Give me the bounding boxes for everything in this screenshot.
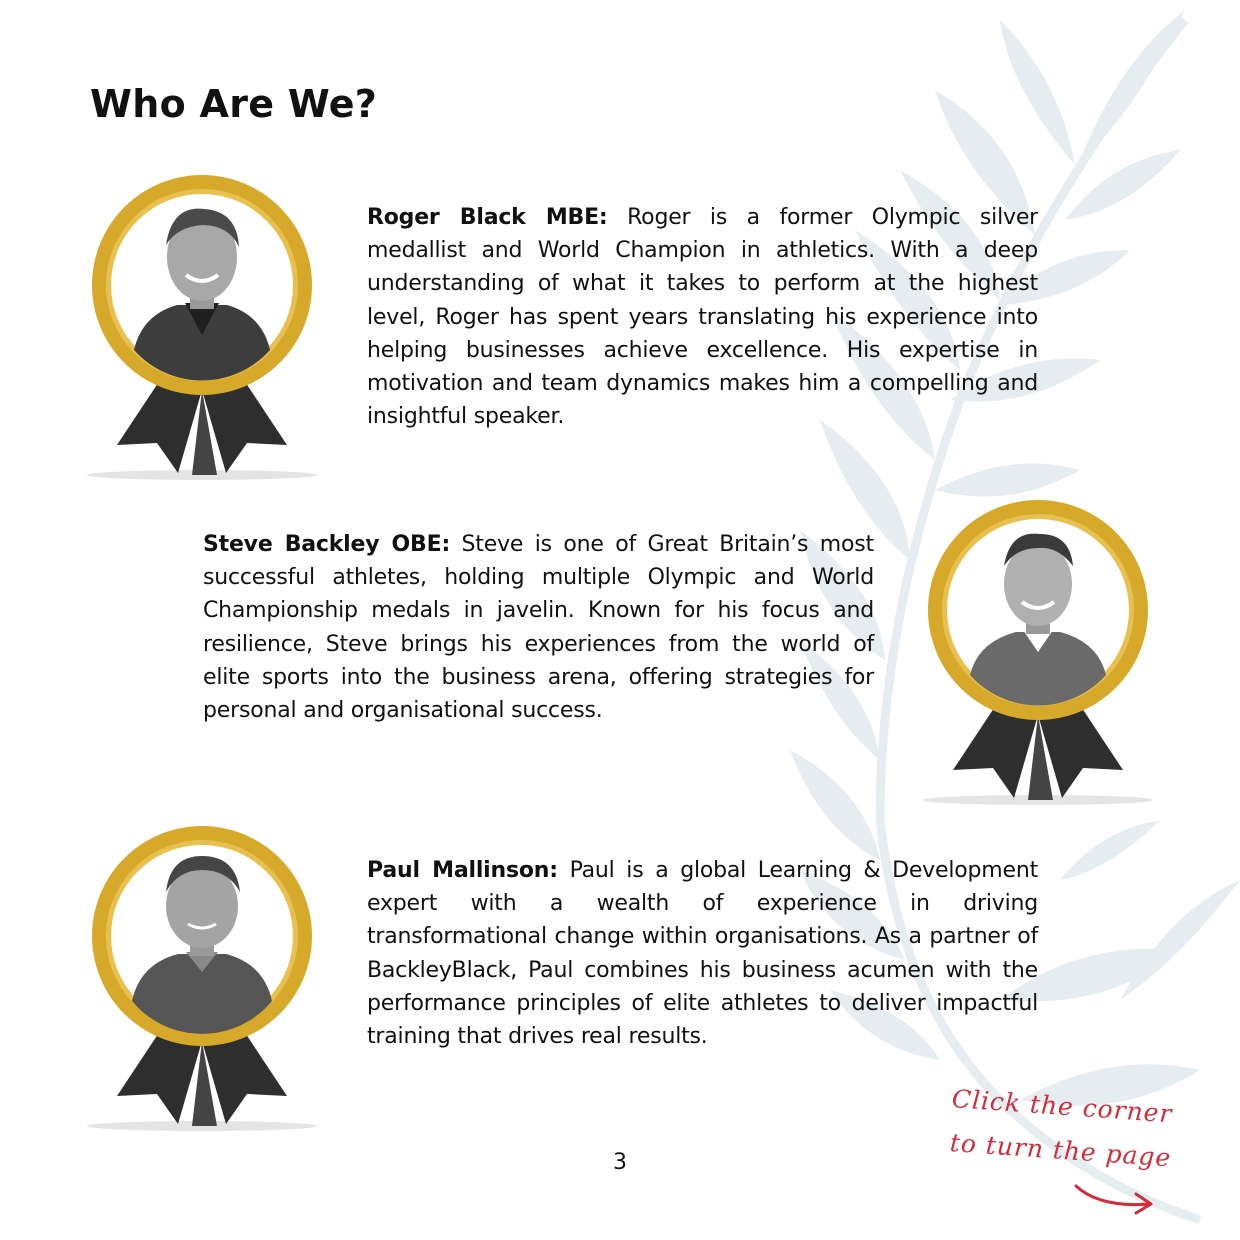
person-bio: Paul is a global Learning & Development expert with a wealth of experience in driving transformational change within organisations. As a partner of BackleyBlack, Paul combines his business acumen with the performance principles of elite athletes to deliver impactful training that drives real results. [367,858,1038,1050]
arrow-right-icon [1070,1180,1160,1220]
bio-steve-backley [203,528,874,727]
page-number: 3 [613,1150,627,1175]
person-bio: Steve is one of Great Britain’s most successful athletes, holding multiple Olympic and World Championship medals in javelin. Known for his focus and resilience, Steve brings his experiences from the world of elite sports into the business arena, offering strategies for personal and organisational success. [203,532,874,724]
medal-portrait-paul-mallinson [82,826,322,1136]
bio-roger-black [367,201,1038,433]
page-title: Who Are We? [90,82,378,126]
medal-portrait-roger-black [82,175,322,485]
bio-paul-mallinson [367,854,1038,1053]
turn-page-hint[interactable] [930,1072,1190,1222]
person-name: Steve Backley OBE: [203,532,451,557]
medal-portrait-steve-backley [918,500,1158,810]
cta-line: to turn the page [948,1128,1173,1173]
person-name: Paul Mallinson: [367,858,558,883]
person-bio: Roger is a former Olympic silver medallist and World Champion in athletics. With a deep understanding of what it takes to perform at the highest level, Roger has spent years translating his experience into helping businesses achieve excellence. His expertise in motivation and team dynamics makes him a compelling and insightful speaker. [367,205,1038,430]
person-name: Roger Black MBE: [367,205,608,230]
cta-line: Click the corner [950,1084,1174,1129]
